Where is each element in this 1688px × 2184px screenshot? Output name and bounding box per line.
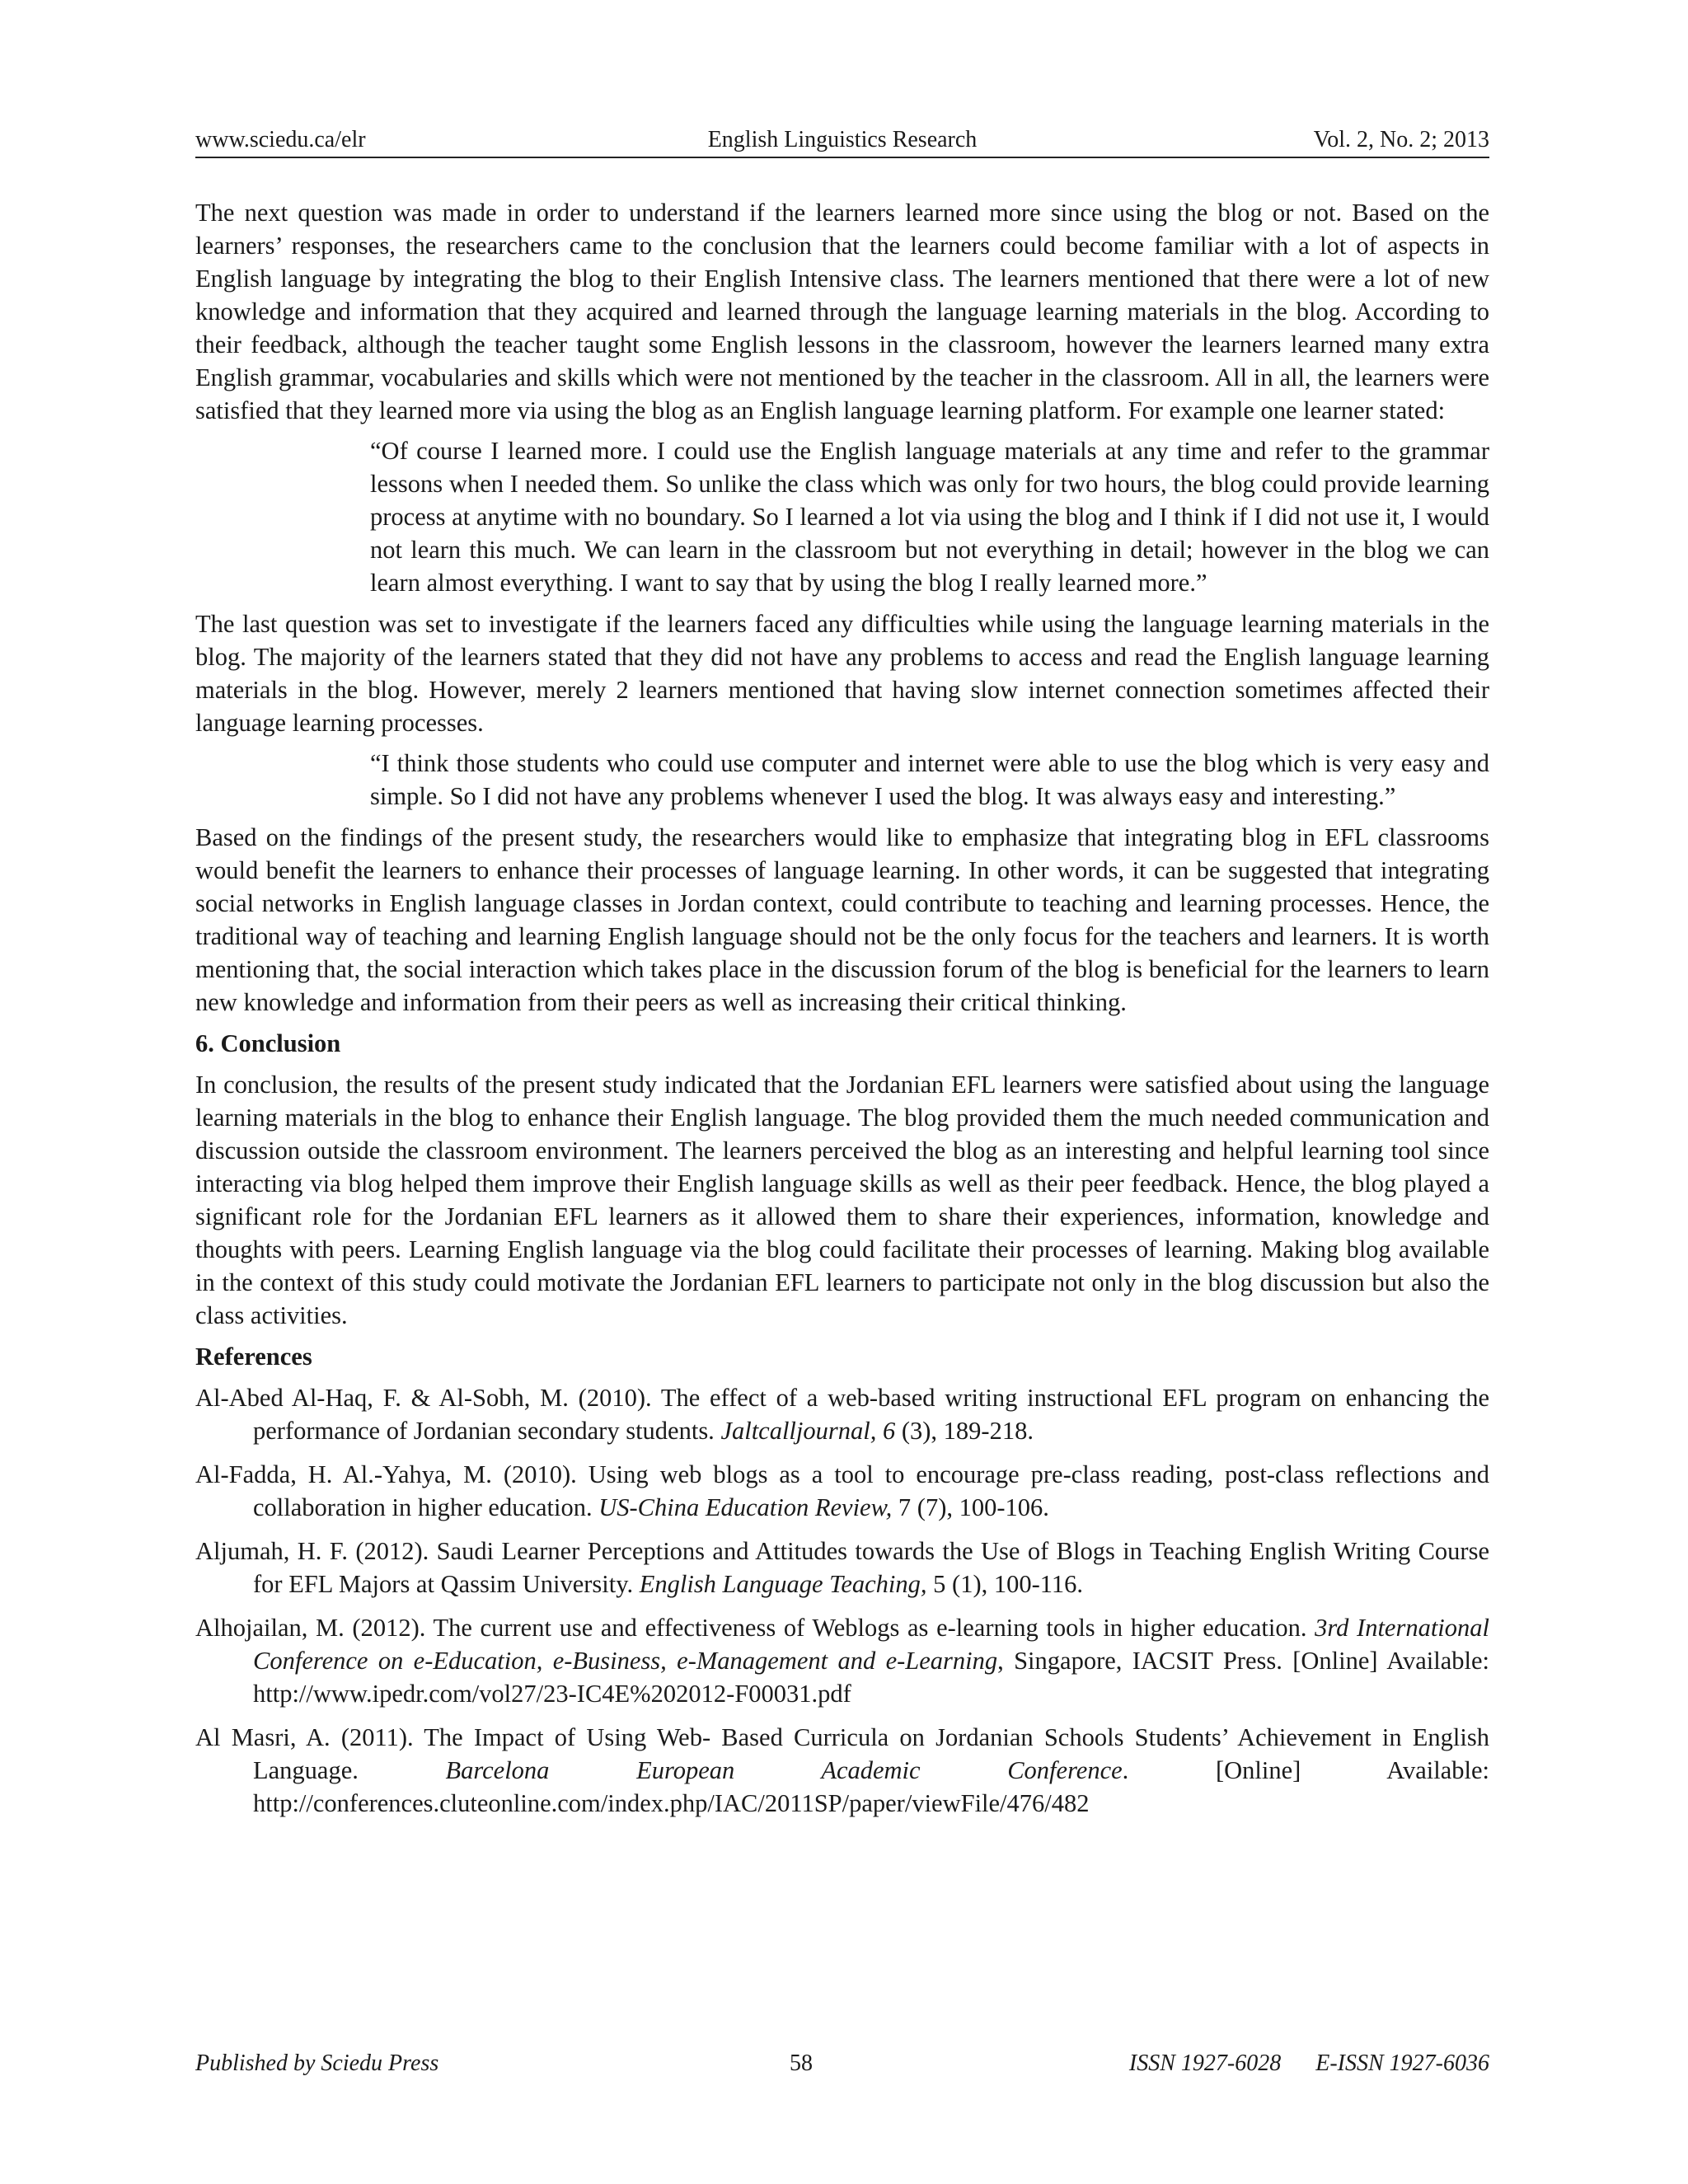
issn-info: ISSN 1927-6028 E-ISSN 1927-6036 xyxy=(1128,2050,1489,2076)
running-footer xyxy=(195,2047,1489,2080)
paragraph-learned-more: The next question was made in order to understand if the learners learned more since using the blog or not. Based on the learners’ responses, the researchers came to the conclusion that the learners could become familiar with a lot of aspects in English language by integrating the blog to their English Intensive class. The learners mentioned that there were a lot of new knowledge and information that they acquired and learned through the language learning materials in the blog. According to their feedback, although the teacher taught some English lessons in the classroom, however the learners learned many extra English grammar, vocabularies and skills which were not mentioned by the teacher in the classroom. All in all, the learners were satisfied that they learned more via using the blog as an English language learning platform. For example one learner stated: xyxy=(195,199,1489,424)
quote-learner-2: “I think those students who could use computer and internet were able to use the blog which is very easy and simple. So I did not have any problems whenever I used the blog. It was always easy and interesting.” xyxy=(370,749,1489,810)
main-text xyxy=(195,196,1489,1820)
publisher-name: Published by Sciedu Press xyxy=(195,2050,439,2076)
section-heading-conclusion: 6. Conclusion xyxy=(195,1029,341,1057)
reference-item: Al-Abed Al-Haq, F. & Al-Sobh, M. (2010). The effect of a web-based writing instructional EFL program on enhancing the performance of Jordanian secondary students. Jaltcalljournal, 6 (3), 189-218. xyxy=(195,1384,1489,1445)
reference-list xyxy=(195,1381,1489,1820)
reference-item: Alhojailan, M. (2012). The current use and effectiveness of Weblogs as e-learning tools in higher education. 3rd International Conference on e-Education, e-Business, e-Management and e-Learning, Singapore, IACSIT Press. [Online] Available: http://www.ipedr.com/vol27/23-IC4E%202012-F00031.pdf xyxy=(195,1614,1490,1708)
paragraph-conclusion: In conclusion, the results of the present study indicated that the Jordanian EFL learners were satisfied about using the language learning materials in the blog to enhance their English language. The blog provided them the much needed communication and discussion outside the classroom environment. The learners perceived the blog as an interesting and helpful learning tool since interacting via blog helped them improve their English language skills as well as their peer feedback. Hence, the blog played a significant role for the Jordanian EFL learners as it allowed them to share their experiences, information, knowledge and thoughts with peers. Learning English language via the blog could facilitate their processes of learning. Making blog available in the context of this study could motivate the Jordanian EFL learners to participate not only in the blog discussion but also the class activities. xyxy=(195,1071,1489,1329)
reference-item: Al-Fadda, H. Al.-Yahya, M. (2010). Using web blogs as a tool to encourage pre-class reading, post-class reflections and collaboration in higher education. US-China Education Review, 7 (7), 100-106. xyxy=(195,1460,1489,1521)
reference-item: Aljumah, H. F. (2012). Saudi Learner Perceptions and Attitudes towards the Use of Blogs in Teaching English Writing Course for EFL Majors at Qassim University. English Language Teaching, 5 (1), 100-116. xyxy=(195,1537,1489,1598)
section-heading-references: References xyxy=(195,1343,312,1371)
journal-title: English Linguistics Research xyxy=(707,127,978,152)
reference-item: Al Masri, A. (2011). The Impact of Using Web- Based Curricula on Jordanian Schools Students’ Achievement in English Language. Barcelona European Academic Conference. [Online] Available: http://conferences.cluteonline.com/index.php/IAC/2011SP/paper/viewFile/476/482 xyxy=(195,1723,1489,1817)
paper-page xyxy=(195,0,1489,2184)
page-number: 58 xyxy=(790,2050,813,2076)
running-header xyxy=(195,124,1489,158)
volume-info: Vol. 2, No. 2; 2013 xyxy=(1313,127,1489,152)
paragraph-findings: Based on the findings of the present study, the researchers would like to emphasize that integrating blog in EFL classrooms would benefit the learners to enhance their processes of language learning. In other words, it can be suggested that integrating social networks in English language classes in Jordan context, could contribute to teaching and learning processes. Hence, the traditional way of teaching and learning English language should not be the only focus for the teachers and learners. It is worth mentioning that, the social interaction which takes place in the discussion forum of the blog is beneficial for the learners to learn new knowledge and information from their peers as well as increasing their critical thinking. xyxy=(195,823,1489,1016)
journal-url: www.sciedu.ca/elr xyxy=(195,127,366,152)
quote-learner-1: “Of course I learned more. I could use the English language materials at any time and refer to the grammar lessons when I needed them. So unlike the class which was only for two hours, the blog could provide learning process at anytime with no boundary. So I learned a lot via using the blog and I think if I did not use it, I would not learn this much. We can learn in the classroom but not everything in detail; however in the blog we can learn almost everything. I want to say that by using the blog I really learned more.” xyxy=(370,437,1489,597)
paragraph-difficulties: The last question was set to investigate if the learners faced any difficulties while using the language learning materials in the blog. The majority of the learners stated that they did not have any problems to access and read the English language learning materials in the blog. However, merely 2 learners mentioned that having slow internet connection sometimes affected their language learning processes. xyxy=(195,610,1489,737)
